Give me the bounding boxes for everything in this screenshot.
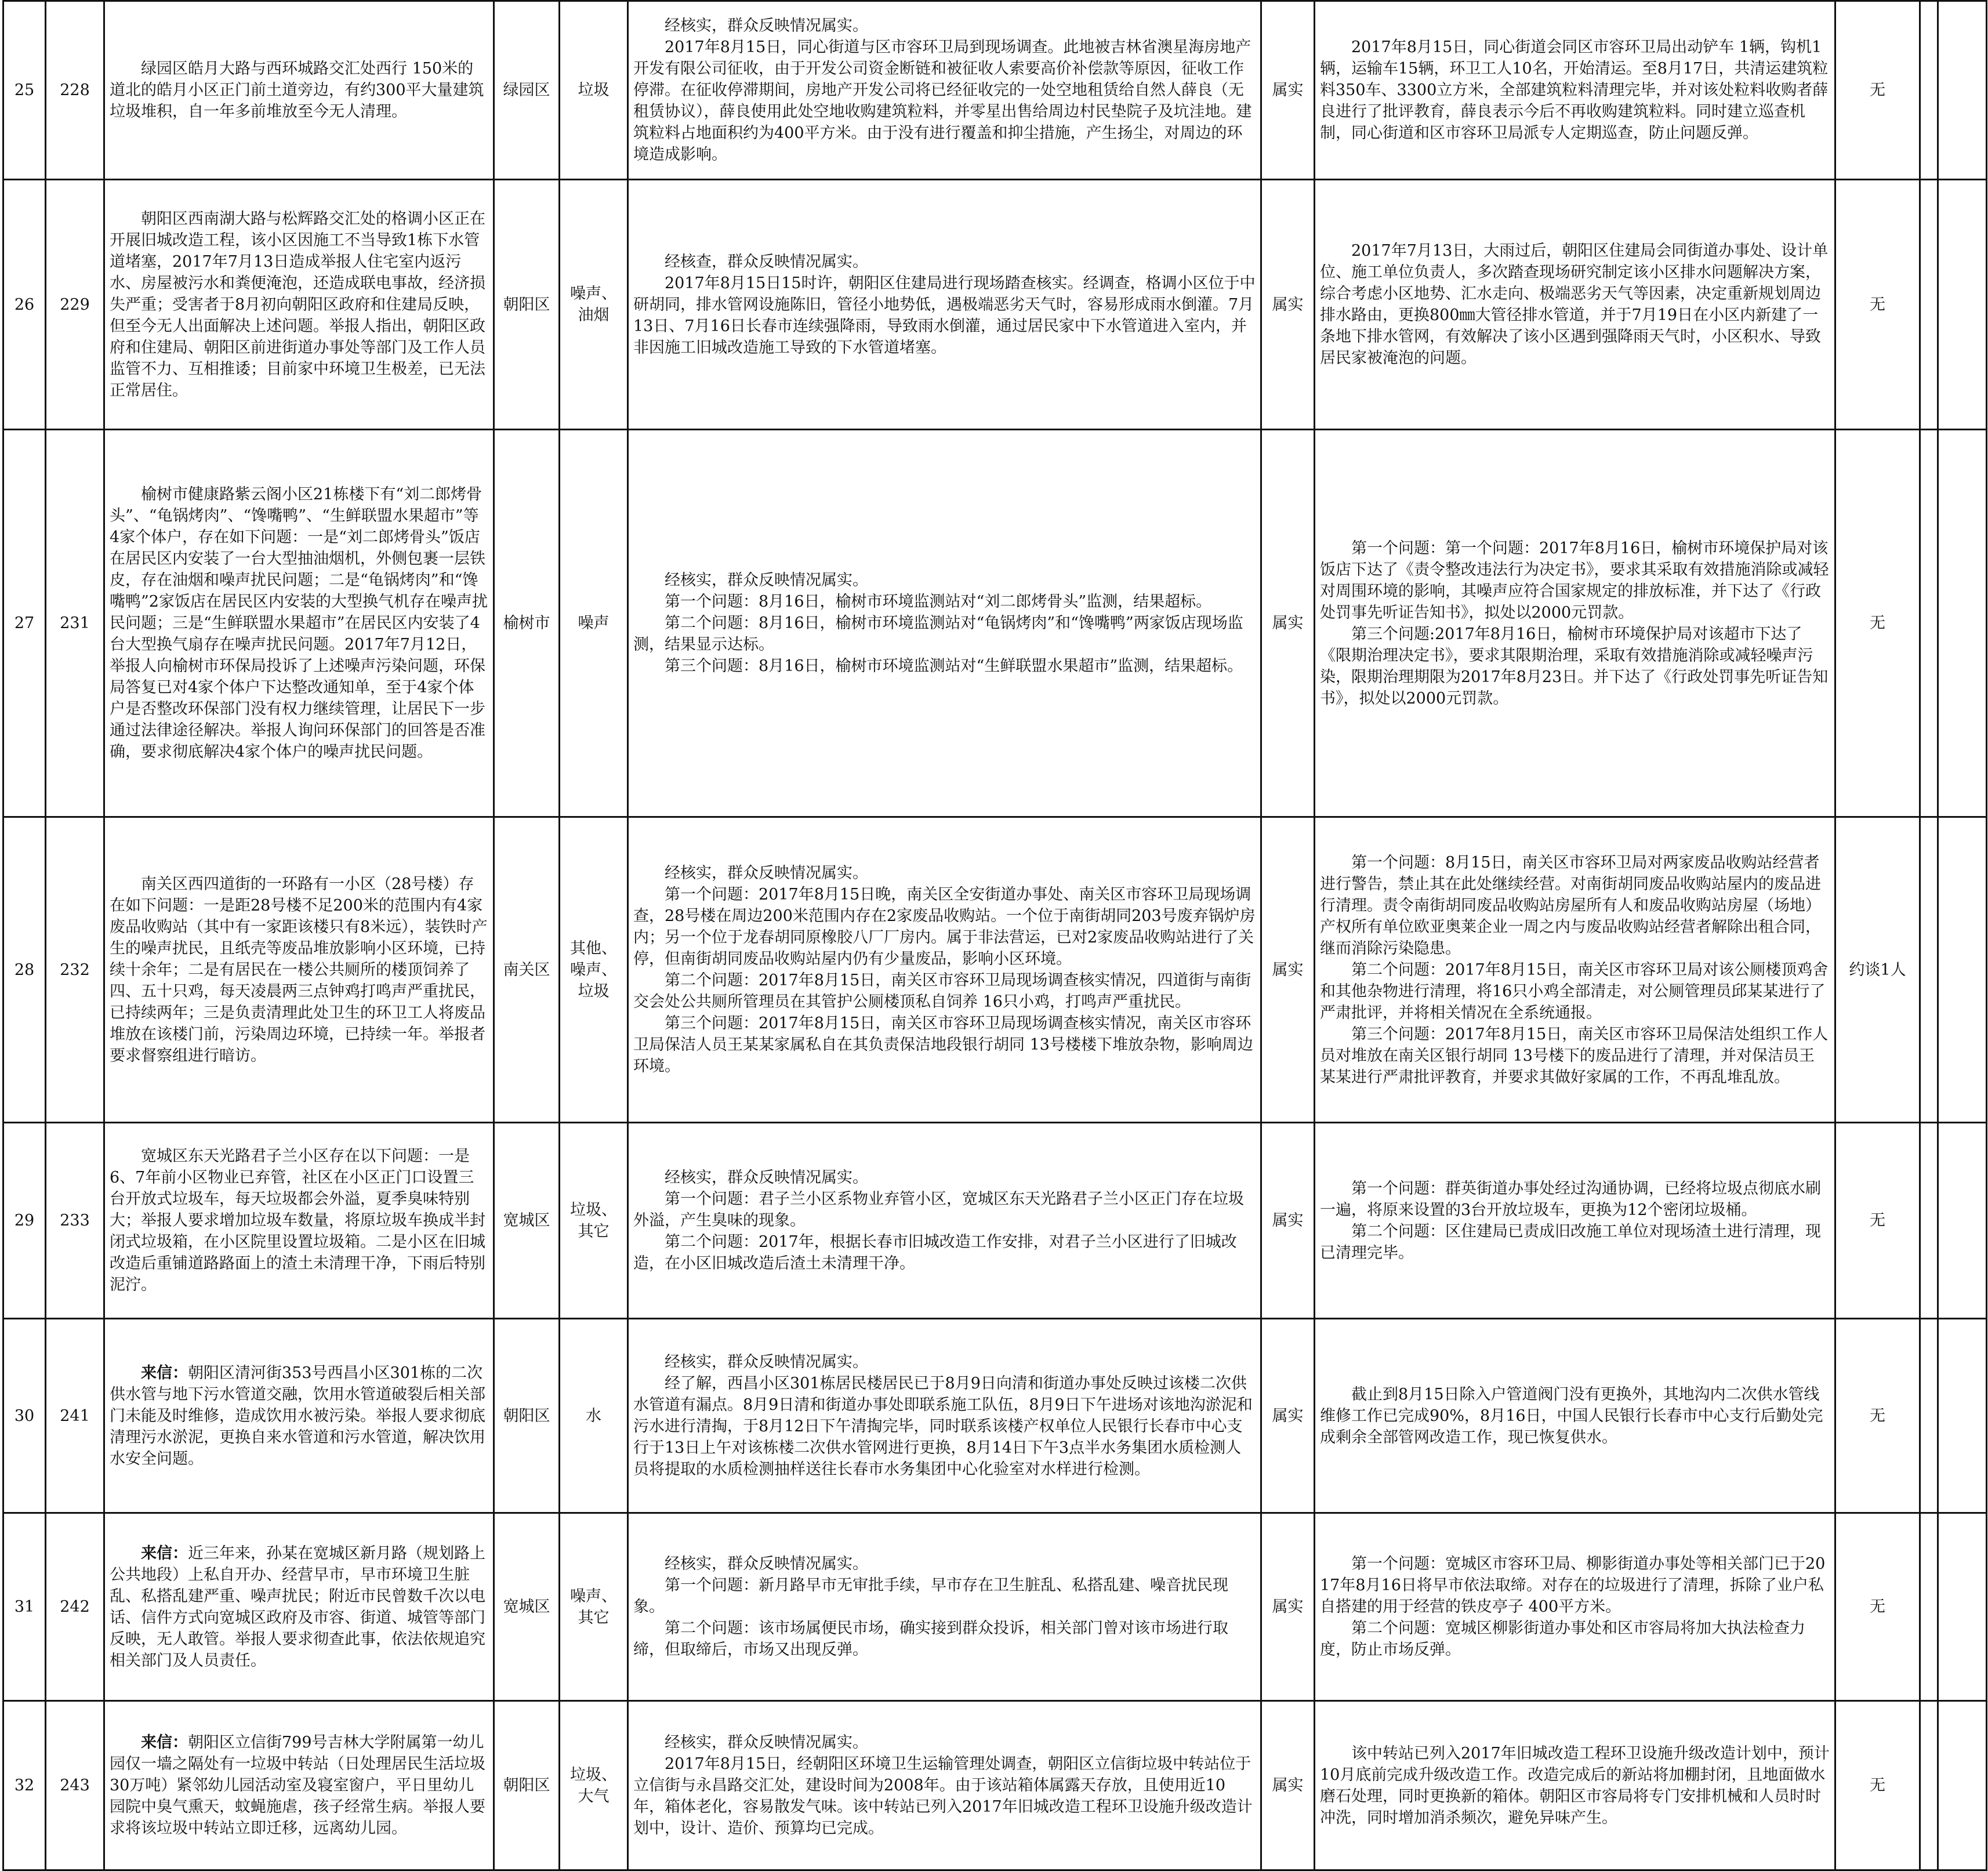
case-number: 232 (46, 817, 104, 1123)
row-index: 29 (3, 1123, 46, 1319)
row-index: 28 (3, 817, 46, 1123)
row-index: 27 (3, 430, 46, 817)
verification-cell (628, 1, 1261, 180)
district-cell: 朝阳区 (494, 1701, 560, 1870)
verification-cell (628, 1513, 1261, 1701)
actions-cell-paragraph: 第三个问题：2017年8月15日，南关区市容环卫局保洁处组织工作人员对堆放在南关区银行胡同 13号楼下的废品进行了清理，并对保洁员王某某进行严肃批评教育，并要求其做好家属的工作，不再乱堆乱放。 (1320, 1025, 1829, 1086)
category-cell: 噪声、其它 (560, 1513, 628, 1701)
complaint-cell (104, 1, 494, 180)
table-row (3, 817, 1987, 1123)
complaint-cell (104, 180, 494, 430)
row-index: 25 (3, 1, 46, 180)
complaint-cell (104, 1319, 494, 1513)
empty-cell-last (1938, 1513, 1987, 1701)
verification-cell-paragraph: 经核实，群众反映情况属实。 (665, 1734, 868, 1752)
empty-cell (1920, 1513, 1938, 1701)
empty-cell (1920, 1, 1938, 180)
table-row (3, 1319, 1987, 1513)
case-number: 242 (46, 1513, 104, 1701)
actions-cell-paragraph: 第一个问题：群英街道办事处经过沟通协调，已经将垃圾点彻底水刷一遍，将原来设置的3台开放垃圾车，更换为12个密闭垃圾桶。 (1320, 1179, 1821, 1219)
case-number: 229 (46, 180, 104, 430)
verification-cell-paragraph: 第一个问题：8月16日，榆树市环境监测站对“刘二郎烤骨头”监测，结果超标。 (665, 593, 1212, 611)
accountability-cell: 无 (1835, 180, 1920, 430)
district-cell: 朝阳区 (494, 1319, 560, 1513)
complaint-text: 宽城区东天光路君子兰小区存在以下问题：一是6、7年前小区物业已弃管，社区在小区正门口设置三台开放式垃圾车，每天垃圾都会外溢，夏季臭味特别大；举报人要求增加垃圾车数量，将原垃圾车换成半封闭式垃圾箱，在小区院里设置垃圾箱。二是小区在旧城改造后重铺道路路面上的渣土未清理干净，下雨后特别泥泞。 (110, 1147, 485, 1294)
verification-cell-paragraph: 经核实，群众反映情况属实。 (665, 864, 868, 882)
actions-cell-paragraph: 2017年7月13日，大雨过后，朝阳区住建局会同街道办事处、设计单位、施工单位负责人，多次踏查现场研究制定该小区排水问题解决方案，综合考虑小区地势、汇水走向、极端恶劣天气等因素，决定重新规划周边排水路由，更换800㎜大管径排水管道，并于7月19日在小区内新建了一条地下排水管网，有效解决了该小区遇到强降雨天气时，小区积水、导致居民家被淹泡的问题。 (1320, 242, 1829, 367)
case-number: 243 (46, 1701, 104, 1870)
complaint-report-table (2, 0, 1987, 1871)
category-cell: 其他、噪声、垃圾 (560, 817, 628, 1123)
complaint-cell (104, 430, 494, 817)
category-cell: 垃圾、大气 (560, 1701, 628, 1870)
empty-cell (1920, 430, 1938, 817)
actions-cell-paragraph: 第三个问题:2017年8月16日，榆树市环境保护局对该超市下达了《限期治理决定书》，要求其限期治理，采取有效措施消除或减轻噪声污染，限期治理期限为2017年8月23日。并下达了《行政处罚事先听证告知书》，拟处以2000元罚款。 (1320, 625, 1829, 708)
table-row (3, 1701, 1987, 1870)
empty-cell (1920, 1701, 1938, 1870)
empty-cell (1920, 1123, 1938, 1319)
verification-cell-paragraph: 经核实，群众反映情况属实。 (665, 1353, 868, 1371)
table-row (3, 1123, 1987, 1319)
complaint-text: 朝阳区立信街799号吉林大学附属第一幼儿园仅一墙之隔处有一垃圾中转站（日处理居民生活垃圾30万吨）紧邻幼儿园活动室及寝室窗户，平日里幼儿园院中臭气熏天，蚊蝇施虐，孩子经常生病。举报人要求将该垃圾中转站立即迁移，远离幼儿园。 (110, 1734, 485, 1837)
category-cell: 噪声 (560, 430, 628, 817)
empty-cell-last (1938, 1319, 1987, 1513)
row-index: 31 (3, 1513, 46, 1701)
actions-cell (1315, 817, 1835, 1123)
result-cell: 属实 (1261, 1123, 1315, 1319)
result-cell: 属实 (1261, 1513, 1315, 1701)
case-number: 231 (46, 430, 104, 817)
table-row (3, 430, 1987, 817)
verification-cell-paragraph: 第二个问题：该市场属便民市场，确实接到群众投诉，相关部门曾对该市场进行取缔，但取缔后，市场又出现反弹。 (633, 1619, 1228, 1659)
verification-cell-paragraph: 第二个问题：2017年，根据长春市旧城改造工作安排，对君子兰小区进行了旧城改造，在小区旧城改造后渣土未清理干净。 (633, 1233, 1237, 1272)
district-cell: 朝阳区 (494, 180, 560, 430)
complaint-cell (104, 1123, 494, 1319)
district-cell: 宽城区 (494, 1513, 560, 1701)
letter-label: 来信： (141, 1734, 188, 1752)
actions-cell (1315, 180, 1835, 430)
actions-cell (1315, 1319, 1835, 1513)
table-row (3, 180, 1987, 430)
table-row (3, 1513, 1987, 1701)
category-cell: 水 (560, 1319, 628, 1513)
verification-cell (628, 1319, 1261, 1513)
district-cell: 绿园区 (494, 1, 560, 180)
verification-cell (628, 1123, 1261, 1319)
table-row (3, 1, 1987, 180)
complaint-cell-paragraph (110, 484, 488, 763)
complaint-text: 近三年来，孙某在宽城区新月路（规划路上公共地段）上私自开办、经营早市，早市环境卫生脏乱、私搭乱建严重、噪声扰民；附近市民曾数千次以电话、信件方式向宽城区政府及市容、街道、城管等部门反映，无人敢管。举报人要求彻查此事，依法依规追究相关部门及人员责任。 (110, 1544, 485, 1670)
verification-cell (628, 180, 1261, 430)
actions-cell (1315, 1701, 1835, 1870)
actions-cell-paragraph: 2017年8月15日，同心街道会同区市容环卫局出动铲车 1辆，钩机1辆，运输车15辆，环卫工人10名，开始清运。至8月17日，共清运建筑粒料350车、3300立方米，全部建筑粒料清理完毕，并对该处粒料收购者薛良进行了批评教育，薛良表示今后不再收购建筑粒料。同时建立巡查机制，同心街道和区市容环卫局派专人定期巡查，防止问题反弹。 (1320, 38, 1829, 142)
result-cell: 属实 (1261, 1319, 1315, 1513)
verification-cell-paragraph: 经核查，群众反映情况属实。 (665, 252, 868, 271)
verification-cell (628, 430, 1261, 817)
complaint-text: 南关区西四道街的一环路有一小区（28号楼）存在如下问题：一是距28号楼不足200米的范围内有4家废品收购站（其中有一家距该楼只有8米远），装铁时产生的噪声扰民，且纸壳等废品堆放影响小区环境，已持续十余年；二是有居民在一楼公共厕所的楼顶饲养了四、五十只鸡，每天凌晨两三点钟鸡打鸣声严重扰民，已持续两年；三是负责清理此处卫生的环卫工人将废品堆放在该楼门前，污染周边环境，已持续一年。举报者要求督察组进行暗访。 (110, 875, 488, 1065)
complaint-cell (104, 1701, 494, 1870)
complaint-text: 朝阳区西南湖大路与松辉路交汇处的格调小区正在开展旧城改造工程，该小区因施工不当导致1栋下水管道堵塞，2017年7月13日造成举报人住宅室内返污水、房屋被污水和粪便淹泡，还造成联电事故，经济损失严重；受害者于8月初向朝阳区政府和住建局反映，但至今无人出面解决上述问题。举报人指出，朝阳区政府和住建局、朝阳区前进街道办事处等部门及工作人员监管不力、互相推诿；目前家中环境卫生极差，已无法正常居住。 (110, 209, 485, 400)
accountability-cell: 无 (1835, 430, 1920, 817)
empty-cell-last (1938, 1123, 1987, 1319)
report-body (3, 1, 1987, 1870)
empty-cell (1920, 180, 1938, 430)
complaint-cell-paragraph (110, 1362, 488, 1470)
actions-cell-paragraph: 第一个问题：8月15日，南关区市容环卫局对两家废品收购站经营者进行警告，禁止其在此处继续经营。对南街胡同废品收购站屋内的废品进行清理。责令南街胡同废品收购站房屋所有人和废品收购站房屋（场地）产权所有单位欧亚奥莱企业一周之内与废品收购站经营者解除出租合同，继而消除污染隐患。 (1320, 853, 1821, 958)
actions-cell-paragraph: 第一个问题：第一个问题：2017年8月16日，榆树市环境保护局对该饭店下达了《责令整改违法行为决定书》，要求其采取有效措施消除或减轻对周围环境的影响，其噪声应符合国家规定的排放标准，并下达了《行政处罚事先听证告知书》，拟处以2000元罚款。 (1320, 539, 1829, 622)
letter-label: 来信： (141, 1544, 188, 1562)
result-cell: 属实 (1261, 817, 1315, 1123)
actions-cell-paragraph: 第一个问题：宽城区市容环卫局、柳影街道办事处等相关部门已于2017年8月16日将早市依法取缔。对存在的垃圾进行了清理，拆除了业户私自搭建的用于经营的铁皮亭子 400平方米。 (1320, 1555, 1826, 1616)
verification-cell-paragraph: 经核实，群众反映情况属实。 (665, 571, 868, 589)
verification-cell-paragraph: 2017年8月15日，同心街道与区市容环卫局到现场调查。此地被吉林省澳星海房地产开发有限公司征收，由于开发公司资金断链和被征收人索要高价补偿款等原因，征收工作停滞。在征收停滞期间，房地产开发公司将已经征收完的一处空地租赁给自然人薛良（无租赁协议），薛良使用此处空地收购建筑粒料，并零星出售给周边村民垫院子及坑洼地。建筑粒料占地面积约为400平方米。由于没有进行覆盖和抑尘措施，产生扬尘，对周边的环境造成影响。 (633, 38, 1252, 164)
accountability-cell: 无 (1835, 1701, 1920, 1870)
actions-cell-paragraph: 第二个问题：2017年8月15日，南关区市容环卫局对该公厕楼顶鸡舍和其他杂物进行清理，将16只小鸡全部清走，对公厕管理员邱某某进行了严肃批评，并将相关情况在全系统通报。 (1320, 960, 1829, 1022)
category-cell: 噪声、油烟 (560, 180, 628, 430)
verification-cell-paragraph: 2017年8月15日15时许，朝阳区住建局进行现场踏查核实。经调查，格调小区位于中研胡同，排水管网设施陈旧，管径小地势低，遇极端恶劣天气时，容易形成雨水倒灌。7月13日、7月16日长春市连续强降雨，导致雨水倒灌，通过居民家中下水管道进入室内，并非因施工旧城改造施工导致的下水管道堵塞。 (633, 274, 1256, 357)
complaint-cell-paragraph (110, 873, 488, 1067)
complaint-cell (104, 817, 494, 1123)
complaint-cell-paragraph (110, 58, 488, 122)
district-cell: 宽城区 (494, 1123, 560, 1319)
verification-cell-paragraph: 经核实，群众反映情况属实。 (665, 17, 868, 35)
verification-cell-paragraph: 第三个问题：2017年8月15日，南关区市容环卫局现场调查核实情况，南关区市容环卫局保洁人员王某某家属私自在其负责保洁地段银行胡同 13号楼楼下堆放杂物，影响周边环境。 (633, 1014, 1253, 1075)
verification-cell-paragraph: 第一个问题：新月路早市无审批手续，早市存在卫生脏乱、私搭乱建、噪音扰民现象。 (633, 1576, 1228, 1616)
row-index: 32 (3, 1701, 46, 1870)
verification-cell-paragraph: 经了解，西昌小区301栋居民楼居民已于8月9日向清和街道办事处反映过该楼二次供水管道有漏点。8月9日清和街道办事处即联系施工队伍，8月9日下午进场对该地沟淤泥和污水进行清掏，于8月12日下午清掏完毕，同时联系该楼产权单位人民银行长春市中心支行于13日上午对该栋楼二次供水管网进行更换，8月14日下午3点半水务集团水质检测人员将提取的水质检测抽样送往长春市水务集团中心化验室对水样进行检测。 (633, 1375, 1253, 1478)
empty-cell (1920, 1319, 1938, 1513)
category-cell: 垃圾 (560, 1, 628, 180)
accountability-cell: 约谈1人 (1835, 817, 1920, 1123)
case-number: 233 (46, 1123, 104, 1319)
actions-cell-paragraph: 第二个问题：宽城区柳影街道办事处和区市容局将加大执法检查力度，防止市场反弹。 (1320, 1619, 1805, 1659)
category-cell: 垃圾、其它 (560, 1123, 628, 1319)
result-cell: 属实 (1261, 430, 1315, 817)
complaint-text: 榆树市健康路紫云阁小区21栋楼下有“刘二郎烤骨头”、“龟锅烤肉”、“馋嘴鸭”、“生鲜联盟水果超市”等4家个体户，存在如下问题：一是“刘二郎烤骨头”饭店在居民区内安装了一台大型抽油烟机，外侧包裹一层铁皮，存在油烟和噪声扰民问题；二是“龟锅烤肉”和“馋嘴鸭”2家饭店在居民区内安装的大型换气机存在噪声扰民问题；三是“生鲜联盟水果超市”在居民区内安装了4台大型换气扇存在噪声扰民问题。2017年7月12日，举报人向榆树市环保局投诉了上述噪声污染问题，环保局答复已对4家个体户下达整改通知单，至于4家个体户是否整改环保部门没有权力继续管理，让居民下一步通过法律途径解决。举报人询问环保部门的回答是否准确，要求彻底解决4家个体户的噪声扰民问题。 (110, 485, 488, 761)
empty-cell-last (1938, 180, 1987, 430)
actions-cell (1315, 1, 1835, 180)
verification-cell (628, 1701, 1261, 1870)
verification-cell-paragraph: 第三个问题：8月16日，榆树市环境监测站对“生鲜联盟水果超市”监测，结果超标。 (665, 657, 1243, 675)
verification-cell-paragraph: 第二个问题：2017年8月15日，南关区市容环卫局现场调查核实情况，四道街与南街交会处公共厕所管理员在其管护公厕楼顶私自饲养 16只小鸡，打鸣声严重扰民。 (633, 971, 1251, 1011)
verification-cell (628, 817, 1261, 1123)
actions-cell-paragraph: 第二个问题：区住建局已责成旧改施工单位对现场渣土进行清理，现已清理完毕。 (1320, 1222, 1821, 1262)
district-cell: 南关区 (494, 817, 560, 1123)
result-cell: 属实 (1261, 1, 1315, 180)
empty-cell-last (1938, 1, 1987, 180)
case-number: 241 (46, 1319, 104, 1513)
actions-cell (1315, 1513, 1835, 1701)
row-index: 30 (3, 1319, 46, 1513)
complaint-cell-paragraph (110, 208, 488, 401)
complaint-cell-paragraph (110, 1543, 488, 1671)
accountability-cell: 无 (1835, 1319, 1920, 1513)
verification-cell-paragraph: 经核实，群众反映情况属实。 (665, 1169, 868, 1187)
verification-cell-paragraph: 2017年8月15日，经朝阳区环境卫生运输管理处调查，朝阳区立信街垃圾中转站位于立信街与永昌路交汇处，建设时间为2008年。由于该站箱体属露天存放，且使用近10年，箱体老化，容易散发气味。该中转站已列入2017年旧城改造工程环卫设施升级改造计划中，设计、造价、预算均已完成。 (633, 1755, 1253, 1837)
case-number: 228 (46, 1, 104, 180)
actions-cell-paragraph: 截止到8月15日除入户管道阀门没有更换外，其地沟内二次供水管线维修工作已完成90%，8月16日，中国人民银行长春市中心支行后勤处完成剩余全部管网改造工作，现已恢复供水。 (1320, 1385, 1823, 1446)
empty-cell-last (1938, 1701, 1987, 1870)
verification-cell-paragraph: 经核实，群众反映情况属实。 (665, 1555, 868, 1573)
empty-cell (1920, 817, 1938, 1123)
empty-cell-last (1938, 817, 1987, 1123)
verification-cell-paragraph: 第一个问题：君子兰小区系物业弃管小区，宽城区东天光路君子兰小区正门存在垃圾外溢，产生臭味的现象。 (633, 1190, 1244, 1230)
actions-cell (1315, 430, 1835, 817)
result-cell: 属实 (1261, 1701, 1315, 1870)
verification-cell-paragraph: 第二个问题：8月16日，榆树市环境监测站对“龟锅烤肉”和“馋嘴鸭”两家饭店现场监测，结果显示达标。 (633, 614, 1243, 654)
empty-cell-last (1938, 430, 1987, 817)
accountability-cell: 无 (1835, 1, 1920, 180)
accountability-cell: 无 (1835, 1123, 1920, 1319)
complaint-cell-paragraph (110, 1732, 488, 1839)
letter-label: 来信： (141, 1364, 188, 1382)
verification-cell-paragraph: 第一个问题：2017年8月15日晚，南关区全安街道办事处、南关区市容环卫局现场调查，28号楼在周边200米范围内存在2家废品收购站。一个位于南街胡同203号废弃锅炉房内；另一个位于龙春胡同原橡胶八厂厂房内。属于非法营运，已对2家废品收购站进行了关停，但南街胡同废品收购站屋内仍有少量废品，影响小区环境。 (633, 886, 1256, 968)
actions-cell-paragraph: 该中转站已列入2017年旧城改造工程环卫设施升级改造计划中，预计10月底前完成升级改造工作。改造完成后的新站将加棚封闭，且地面做水磨石处理，同时更换新的箱体。朝阳区市容局将专门安排机械和人员时时冲洗，同时增加消杀频次，避免异味产生。 (1320, 1744, 1830, 1827)
result-cell: 属实 (1261, 180, 1315, 430)
district-cell: 榆树市 (494, 430, 560, 817)
actions-cell (1315, 1123, 1835, 1319)
complaint-cell (104, 1513, 494, 1701)
complaint-cell-paragraph (110, 1145, 488, 1296)
accountability-cell: 无 (1835, 1513, 1920, 1701)
row-index: 26 (3, 180, 46, 430)
complaint-text: 绿园区皓月大路与西环城路交汇处西行 150米的道北的皓月小区正门前土道旁边，有约300平大量建筑垃圾堆积，自一年多前堆放至今无人清理。 (110, 60, 484, 121)
complaint-text: 朝阳区清河街353号西昌小区301栋的二次供水管与地下污水管道交融，饮用水管道破裂后相关部门未能及时维修，造成饮用水被污染。举报人要求彻底清理污水淤泥，更换自来水管道和污水管道，解决饮用水安全问题。 (110, 1364, 485, 1468)
